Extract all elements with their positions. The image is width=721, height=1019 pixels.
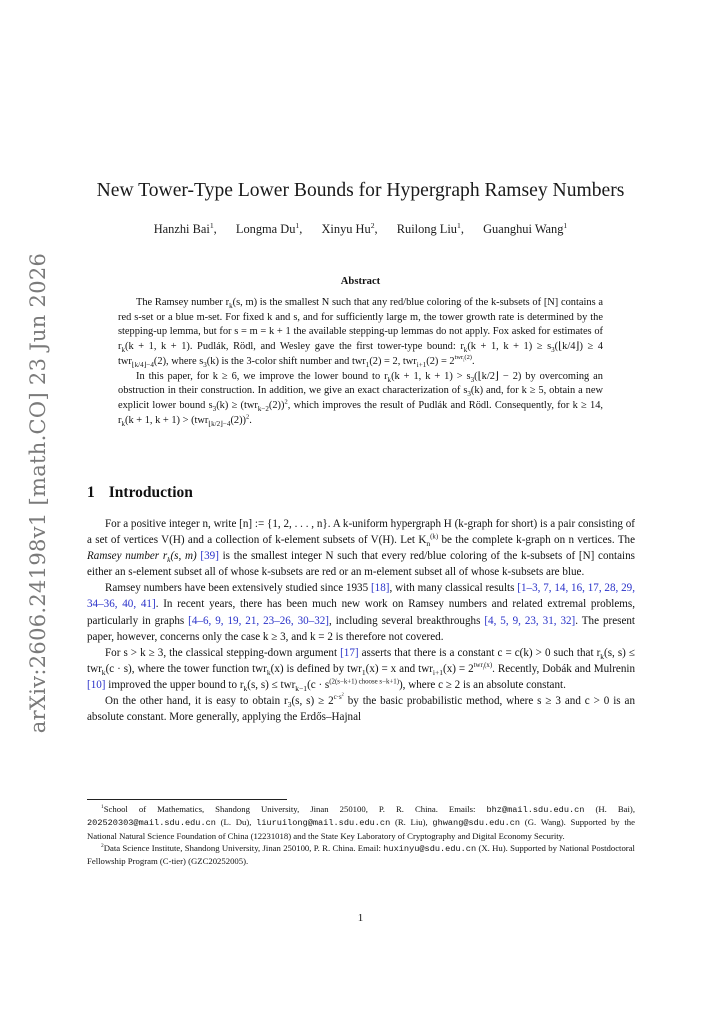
author: Guanghui Wang$^1$ [483, 220, 568, 236]
author-list [75, 222, 646, 237]
email-address: bhz@mail.sdu.edu.cn [486, 805, 585, 815]
arxiv-identifier: arXiv:2606.24198v1 [math.CO] 23 Jun 2026 [26, 252, 50, 733]
citation-link[interactable]: [18] [370, 582, 390, 595]
author: Xinyu Hu$^2$, [321, 220, 378, 236]
citation-link[interactable]: [4–6, 9, 19, 21, 23–26, 30–32] [188, 614, 329, 627]
citation-link[interactable]: [4, 5, 9, 23, 31, 32] [484, 614, 576, 627]
footnotes [87, 803, 635, 867]
section-heading [87, 484, 193, 502]
citation-link[interactable]: [39] [200, 550, 219, 563]
citation-link[interactable]: [17] [340, 646, 359, 659]
abstract-body [118, 296, 603, 428]
citation-link[interactable]: [1–3, 7, 14, 16, 17, 28, 29, 34–36, 40, 41] [87, 582, 635, 611]
author: Ruilong Liu$^1$, [396, 220, 464, 236]
body-paragraph: On the other hand, it is easy to obtain $r_3(s$, $s) \ge 2^{c\cdot s^2}$ by the basic probabilistic method, where s ≥ 3 and c > 0 is an absolute constant. More generally, applying the Erdős–Hajnal [87, 692, 635, 724]
introduction-body [87, 516, 635, 725]
footnote: $^1$School of Mathematics, Shandong University, Jinan 250100, P. R. China. Emails: bhz@mail.sdu.edu.cn (H. Bai), 202520303@mail.sdu.edu.cn (L. Du), liuruilong@mail.sdu.edu.cn (R. Liu), ghwang@sdu.edu.cn (G. Wang). Supported by the National Natural Science Foundation of China (12231018) and the State Key Laboratory of Cryptography and Digital Economy Security. [87, 804, 635, 841]
abstract-heading: Abstract [340, 276, 381, 287]
body-paragraph: Ramsey numbers have been extensively studied since 1935 [18], with many classical results [1–3, 7, 14, 16, 17, 28, 29, 34–36, 40, 41]. In recent years, there has been much new work on Ramsey numbers and related extremal problems, particularly in graphs [4–6, 9, 19, 21, 23–26, 30–32], including several breakthroughs [4, 5, 9, 23, 31, 32]. The present paper, however, concerns only the case k ≥ 3, and k = 2 is therefore not covered. [87, 582, 635, 643]
section-number: 1 [87, 484, 95, 501]
body-paragraph: For s > k ≥ 3, the classical stepping-down argument [17] asserts that there is a constant c = c(k) > 0 such that $r_k(s$, s) ≤ twr$_k$(c · s), where the tower function twr$_k$(x) is defined by twr$_1$(x) = x and $twr_{i+1}(x) = 2^{twr_i(x)}$. Recently, Dobák and Mulrenin [10] improved the upper bound to $r_k(s$, $s) \le twr_{k-1}(c \cdot s^{(2(s-k+1) choose s-k+1)})$, where c ≥ 2 is an absolute constant. [87, 646, 635, 694]
author: Longma Du$^1$, [235, 220, 303, 236]
paper-title: New Tower-Type Lower Bounds for Hypergraph Ramsey Numbers [96, 180, 625, 201]
author: Hanzhi Bai$^1$, [153, 220, 217, 236]
email-address: liuruilong@mail.sdu.edu.cn [256, 818, 391, 829]
abstract-paragraph: In this paper, for k ≥ 6, we improve the lower bound to $r_k(k + 1$, $k + 1) > s_3(⌊k/2⌋ - 2)$ by overcoming an obstruction in their construction. In addition, we give an exact characterization of $s_3(k)$ and, for k ≥ 5, obtain a new explicit lower bound $s_3(k) \ge (twr_{k-2}(2))^2$, which improves the result of Pudlák and Rödl. Consequently, for k ≥ 14, $r_k(k + 1$, $k + 1) > (twr_{⌊k/2⌋-4}(2))^2$. [118, 370, 604, 428]
body-paragraph: For a positive integer n, write [n] := {1, 2, . . . , n}. A k-uniform hypergraph H (k-graph for short) is a pair consisting of a set of vertices V(H) and a collection of k-element subsets of V(H). Let $K_n^{(k)}$ be the complete k-graph on n vertices. The Ramsey number $r_k(s$, m) [39] is the smallest integer N such that every red/blue coloring of the k-subsets of [N] contains either an s-element subset all of whose k-subsets are red or an m-element subset all of whose k-subsets are blue. [87, 518, 635, 579]
footnote-rule [87, 799, 287, 800]
citation-link[interactable]: [10] [87, 678, 106, 691]
email-address: huxinyu@sdu.edu.cn [383, 843, 477, 854]
footnote: $^2$Data Science Institute, Shandong University, Jinan 250100, P. R. China. Email: huxinyu@sdu.edu.cn (X. Hu). Supported by National Postdoctoral Fellowship Program (C-tier) (GZC20252005). [87, 842, 635, 867]
section-title: Introduction [108, 484, 193, 501]
abstract-paragraph: The Ramsey number $r_k(s$, m) is the smallest N such that any red/blue coloring of the k-subsets of [N] contains a red s-set or a blue m-set. For fixed k and s, and for sufficiently large m, the tower growth rate is determined by the stepping-up lemma, but for s = m = k + 1 the available stepping-up lemmas do not apply. Fox asked for estimates of $r_k(k + 1$, k + 1). Pudlák, Rödl, and Wesley gave the first tower-type bound: $r_k(k + 1$, $k + 1) \ge s_3(⌊k/4⌋) \ge 4$ twr$_{⌊k/4⌋-4}$(2), where $s_3(k)$ is the 3-color shift number and twr$_1$(2) = 2, $twr_{i+1}(2) = 2^{twr_i(2)}$. [118, 297, 603, 369]
email-address: ghwang@sdu.edu.cn [432, 818, 521, 829]
arxiv-identifier-sidebar [20, 252, 56, 733]
page-number: 1 [357, 912, 364, 924]
email-address: 202520303@mail.sdu.edu.cn [87, 818, 216, 829]
